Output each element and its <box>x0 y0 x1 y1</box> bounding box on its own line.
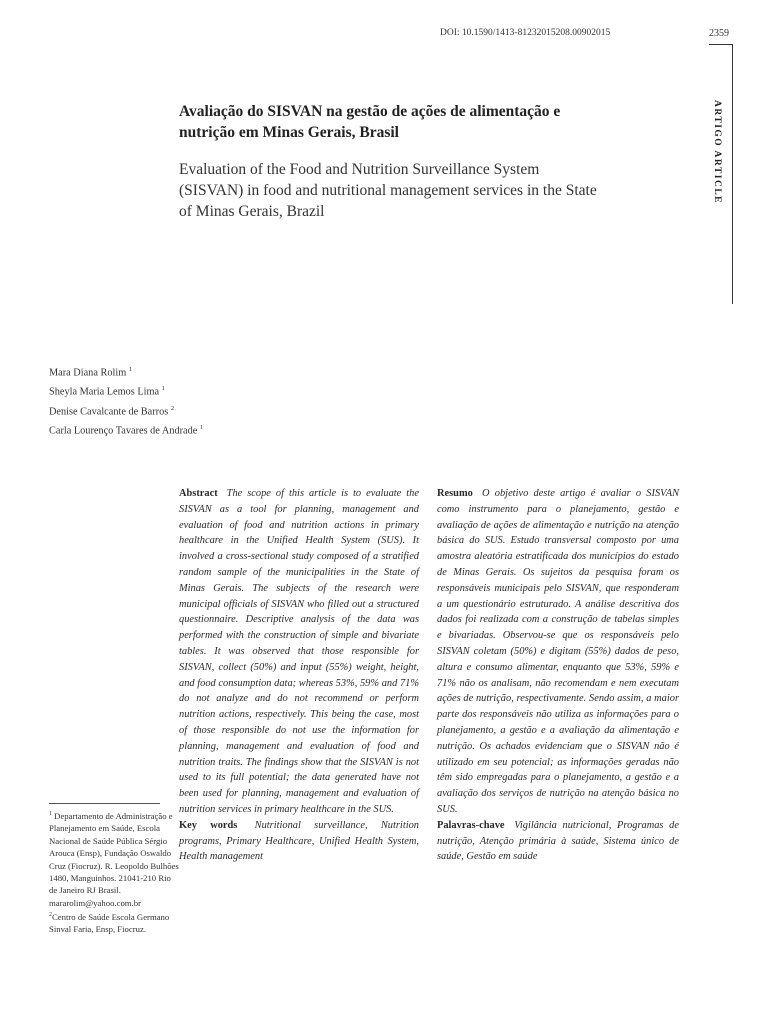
author-affiliation-marker: 1 <box>128 366 133 373</box>
title-english: Evaluation of the Food and Nutrition Surveillance System (SISVAN) in food and nutritional management services in the State of Minas Gerais, Brazil <box>179 161 597 220</box>
abstract-portuguese <box>437 486 679 865</box>
affiliation-text: Departamento de Administração e Planejamento em Saúde, Escola Nacional de Saúde Pública Sérgio Arouca (Ensp), Fundação Oswaldo Cruz (Fiocruz). R. Leopoldo Bulhões 1480, Manguinhos. 21041-210 Rio de Janeiro RJ Brasil. mararolim@yahoo.com.br <box>49 810 179 908</box>
affiliation-marker: 1 <box>49 811 52 817</box>
author-list <box>49 362 203 440</box>
author <box>49 420 203 439</box>
doi: DOI: 10.1590/1413-81232015208.00902015 <box>440 28 611 38</box>
author-name: Mara Diana Rolim <box>49 367 127 379</box>
palavras-chave-text: Vigilância nutricional, Programas de nutrição, Atenção primária à saúde, Sistema único de saúde, Gestão em saúde <box>437 819 679 863</box>
author-name: Carla Lourenço Tavares de Andrade <box>49 425 198 437</box>
page-number: 2359 <box>709 28 729 39</box>
palavras-chave-label: Palavras-chave <box>437 819 505 831</box>
author <box>49 401 203 420</box>
affiliations <box>49 808 179 936</box>
header-rule <box>709 44 733 45</box>
side-rule <box>732 44 733 304</box>
affiliation <box>49 808 179 909</box>
resumo-label: Resumo <box>437 488 473 499</box>
author <box>49 362 203 381</box>
author-name: Sheyla Maria Lemos Lima <box>49 386 160 398</box>
affiliation-text: Centro de Saúde Escola Germano Sinval Faria, Ensp, Fiocruz. <box>49 912 170 935</box>
section-label: ARTIGO ARTICLE <box>712 100 722 205</box>
author-affiliation-marker: 2 <box>170 404 175 412</box>
author-name: Denise Cavalcante de Barros <box>49 406 169 418</box>
abstract-label: Abstract <box>179 488 218 499</box>
author-affiliation-marker: 1 <box>161 385 165 393</box>
author-affiliation-marker: 1 <box>199 424 204 432</box>
title-portuguese: Avaliação do SISVAN na gestão de ações de alimentação e nutrição em Minas Gerais, Brasil <box>179 103 561 141</box>
affiliation <box>49 909 179 936</box>
author <box>49 381 203 400</box>
resumo-text: O objetivo deste artigo é avaliar o SISVAN como instrumento para o planejamento, gestão e avaliação de ações de alimentação e nutrição na atenção básica do SUS. Estudo transversal composto por uma amostra aleatória estratificada dos municípios do estado de Minas Gerais. Os sujeitos da pesquisa foram os responsáveis municipais pelo SISVAN, que responderam a um questionário estruturado. A análise descritiva dos dados foi realizada com a construção de tabelas simples e bivariadas. Observou-se que os responsáveis pelo SISVAN coletam (50%) e digitam (55%) dados de peso, altura e consumo alimentar, enquanto que 53%, 59% e 71% não os analisam, não recomendam e nem executam ações de nutrição, respectivamente. Sendo assim, a maior parte dos responsáveis não utiliza as informações para o planejamento, a gestão e a avaliação da alimentação e nutrição. Os achados evidenciam que o SISVAN não é utilizado em seu potencial; as informações geradas não têm sido empregadas para o planejamento, a gestão e a avaliação dos serviços de nutrição na atenção básica no SUS. <box>437 488 679 815</box>
keywords-text: Nutritional surveillance, Nutrition programs, Primary Healthcare, Unified Health System, Health management <box>179 819 419 863</box>
abstract-text: The scope of this article is to evaluate the SISVAN as a tool for planning, management and evaluation of food and nutrition actions in primary healthcare in the Unified Health System (SUS). It involved a cross-sectional study composed of a stratified random sample of the municipalities in the State of Minas Gerais. The subjects of the research were municipal officials of SISVAN who filled out a structured questionnaire. Descriptive analysis of the data was performed with the construction of simple and bivariate tables. It was observed that those responsible for SISVAN, collect (50%) and input (55%) weight, height, and food consumption data; whereas 53%, 59% and 71% do not analyze and do not recommend or perform nutrition actions, respectively. This being the case, most of those responsible do not use the information for planning, management and evaluation of food and nutrition traits. The findings show that the SISVAN is not used to its full potential; the data generated have not been used for planning, management and evaluation of nutrition services in primary healthcare in the SUS. <box>179 488 419 815</box>
footnote-rule <box>49 803 160 804</box>
keywords-label: Key words <box>179 819 238 831</box>
abstract-english <box>179 486 419 865</box>
affiliation-marker: 2 <box>49 912 52 919</box>
